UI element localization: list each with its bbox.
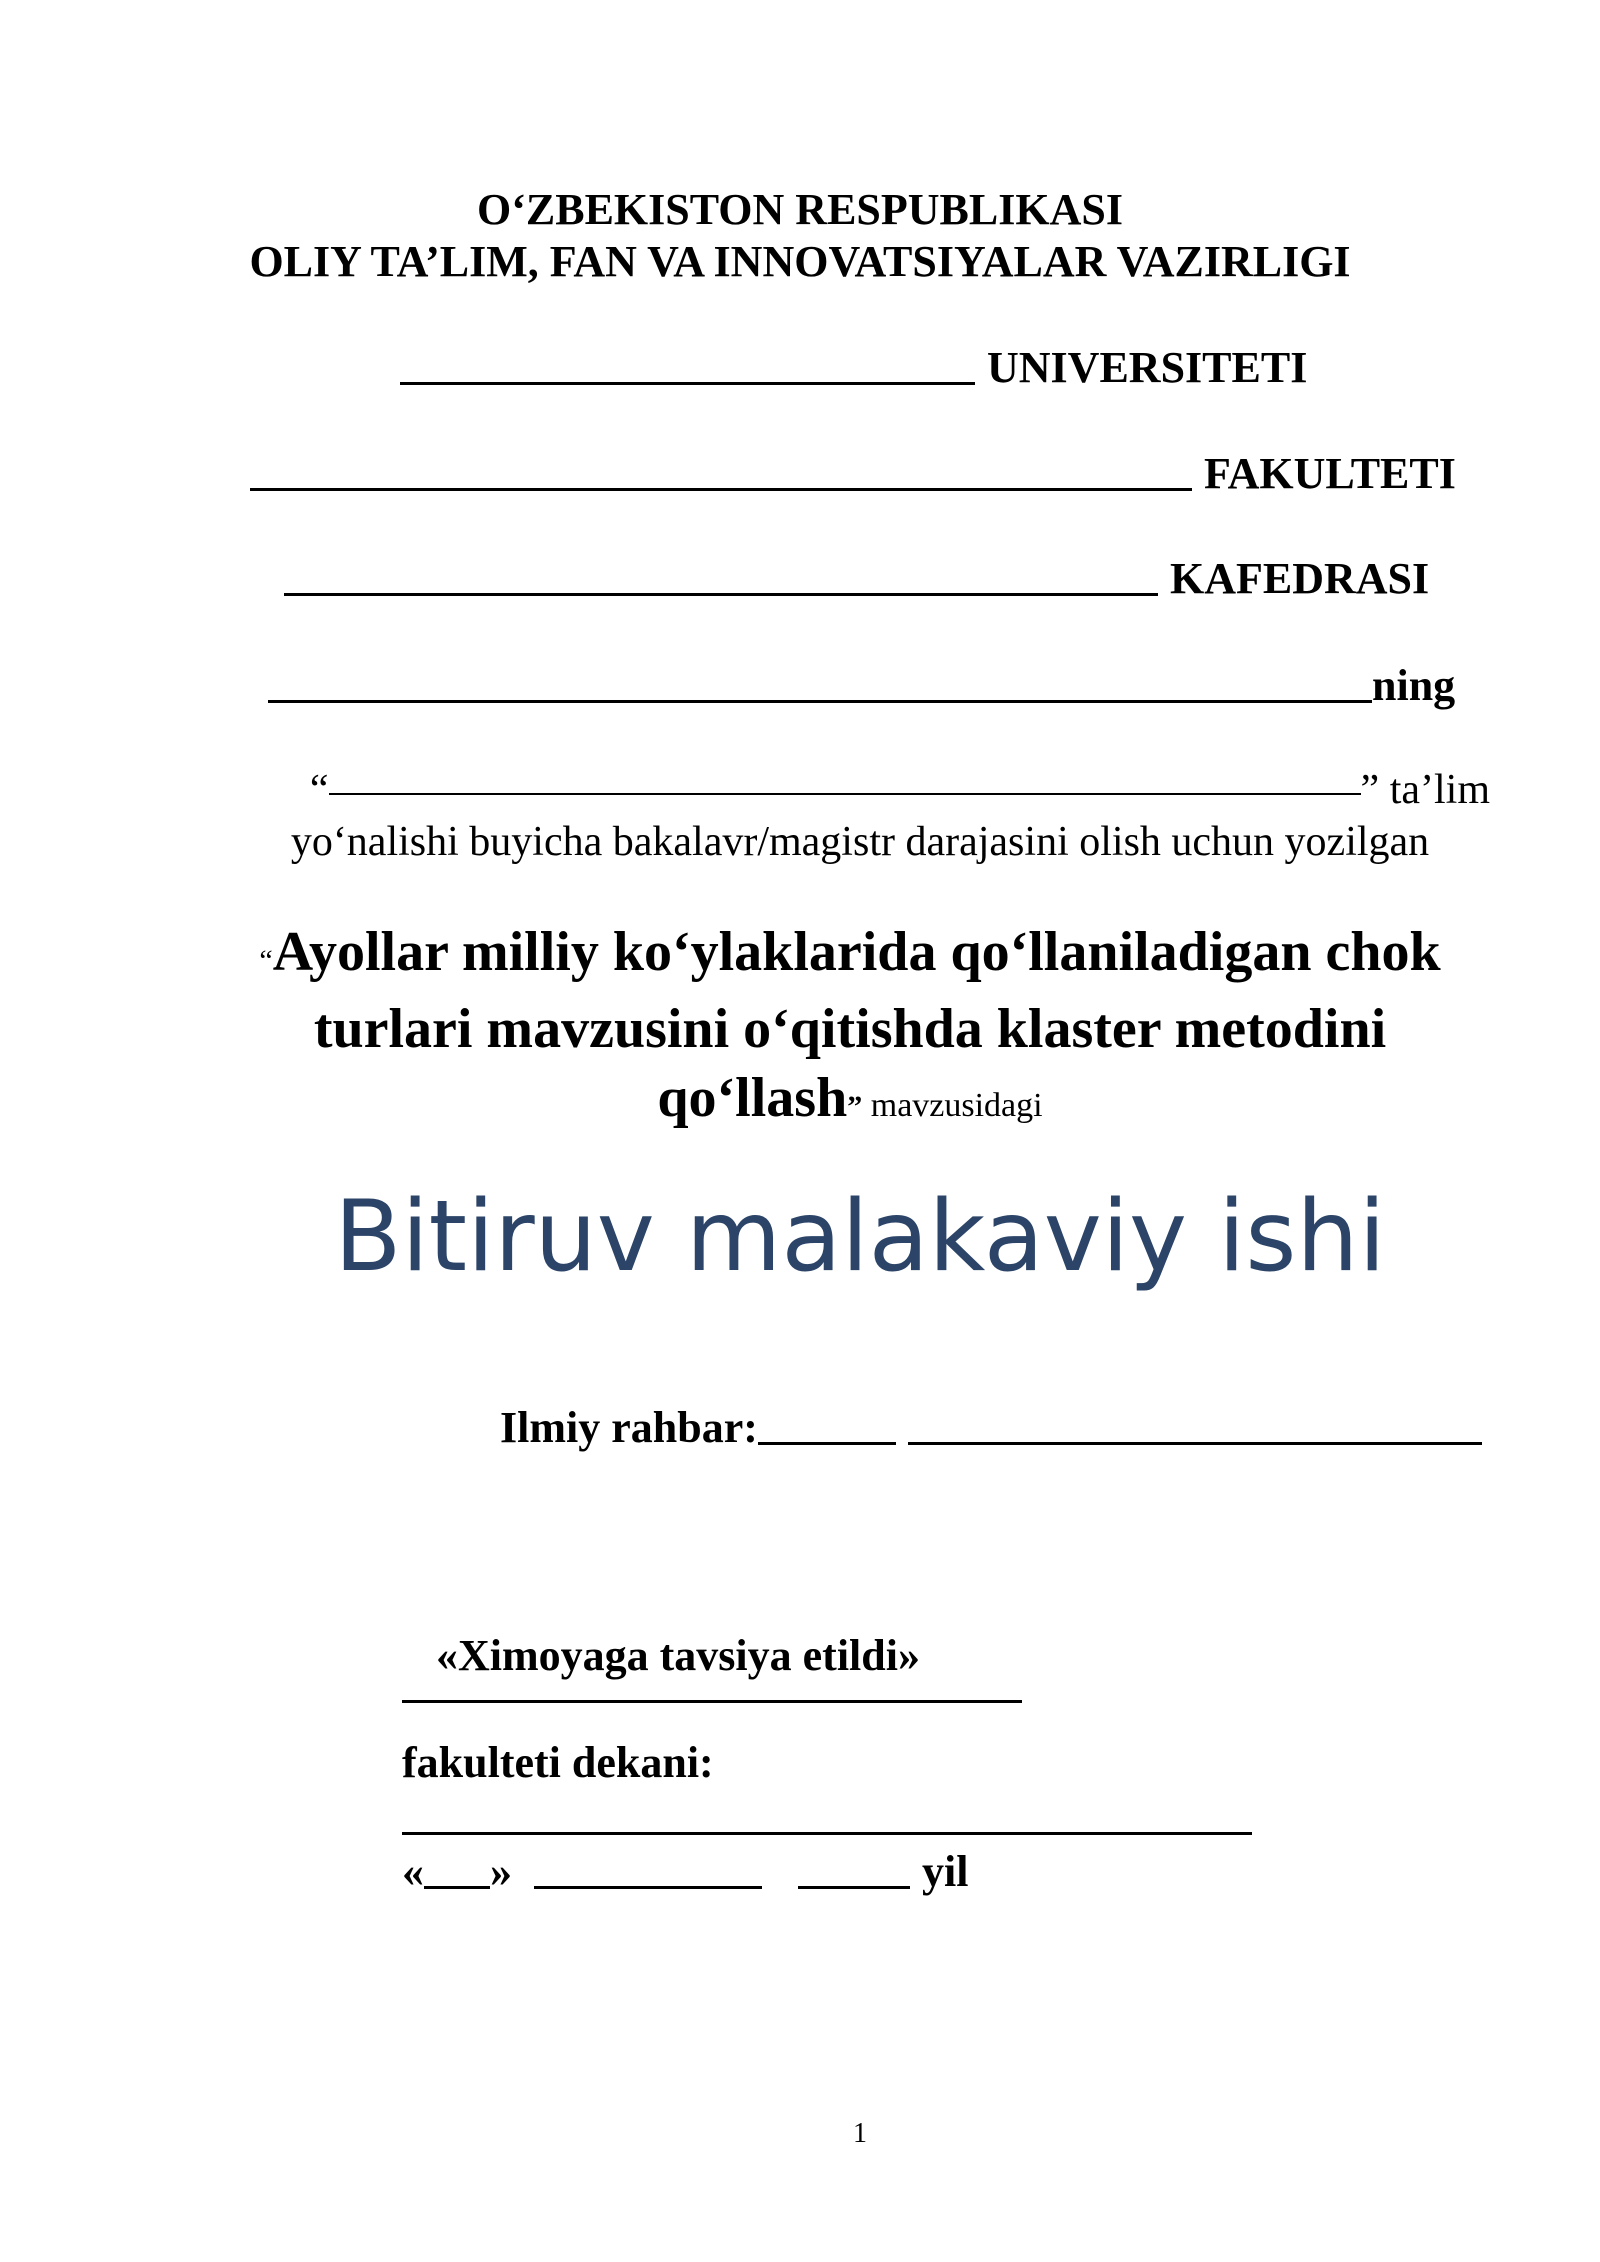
direction-line-2: yo‘nalishi buyicha bakalavr/magistr darajasini olish uchun yozilgan — [290, 819, 1430, 865]
month-blank — [534, 1886, 762, 1889]
recommendation-blank-1 — [402, 1700, 1022, 1703]
university-blank — [400, 382, 975, 385]
supervisor-row — [500, 1402, 1482, 1453]
department-label: KAFEDRASI — [1170, 554, 1430, 603]
direction-line-1 — [230, 764, 1490, 816]
date-row — [402, 1846, 968, 1897]
direction-blank — [329, 793, 1361, 795]
page-number: 1 — [853, 2118, 867, 2149]
supervisor-blank-short — [758, 1442, 896, 1445]
topic-line-2: turlari mavzusini o‘qitishda klaster metodini — [313, 998, 1387, 1060]
recommendation-blank-2 — [402, 1832, 1252, 1835]
department-blank — [284, 593, 1158, 596]
student-suffix: ning — [1372, 661, 1456, 710]
document-type-title: Bitiruv malakaviy ishi — [334, 1180, 1386, 1294]
faculty-blank — [250, 488, 1192, 491]
thesis-topic — [200, 918, 1500, 1141]
university-row — [400, 342, 1307, 393]
topic-suffix: mavzusidagi — [862, 1087, 1043, 1124]
student-name-blank — [268, 700, 1372, 703]
student-name-row — [268, 660, 1455, 711]
direction-open-quote: “ — [309, 767, 329, 813]
ministry-heading: OLIY TA’LIM, FAN VA INNOVATSIYALAR VAZIRLIGI — [249, 237, 1351, 286]
topic-close-quote: ” — [847, 1090, 863, 1123]
supervisor-label: Ilmiy rahbar: — [500, 1403, 758, 1452]
recommendation-title: «Ximoyaga tavsiya etildi» — [436, 1631, 920, 1680]
topic-open-quote: “ — [259, 944, 273, 977]
year-blank — [798, 1886, 910, 1889]
direction-close-quote: ” ta’lim — [1360, 767, 1490, 813]
date-open-quote: « — [402, 1847, 424, 1896]
faculty-row — [250, 448, 1456, 499]
topic-line-1: Ayollar milliy ko‘ylaklarida qo‘llaniladigan chok — [272, 921, 1441, 983]
year-label: yil — [922, 1847, 969, 1896]
university-label: UNIVERSITETI — [987, 343, 1308, 392]
dean-label: fakulteti dekani: — [402, 1738, 714, 1787]
country-heading: O‘ZBEKISTON RESPUBLIKASI — [477, 185, 1123, 234]
faculty-label: FAKULTETI — [1204, 449, 1456, 498]
date-close-quote: » — [490, 1847, 512, 1896]
supervisor-blank-long — [908, 1442, 1482, 1445]
topic-line-3: qo‘llash — [657, 1067, 848, 1129]
department-row — [284, 553, 1429, 604]
day-blank — [424, 1886, 490, 1889]
